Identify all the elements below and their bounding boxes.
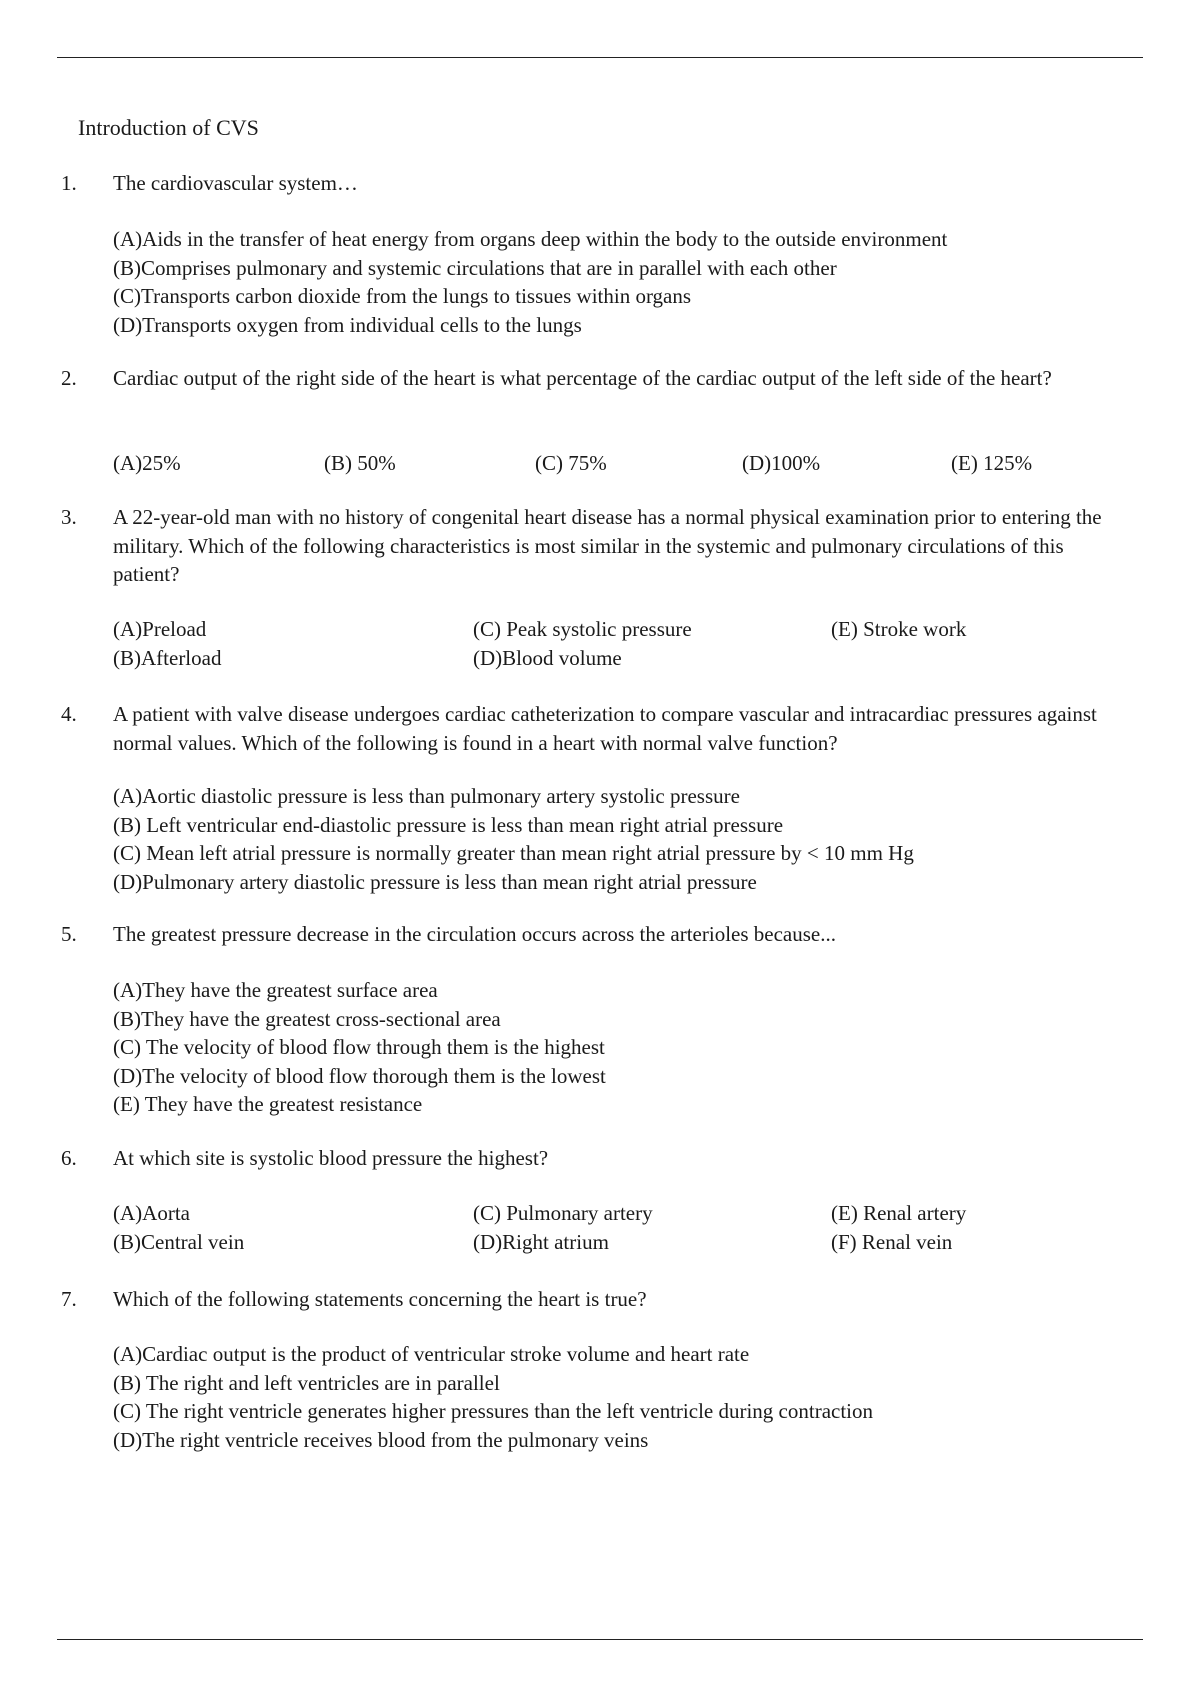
question-text: The greatest pressure decrease in the circulation occurs across the arterioles because... — [113, 922, 836, 946]
option-d[interactable]: (D)Transports oxygen from individual cells to the lungs — [113, 312, 582, 337]
option-a[interactable]: (A)Aorta — [113, 1201, 190, 1225]
question-1-options — [113, 225, 1143, 339]
question-7-options — [113, 1340, 1143, 1454]
question-text: At which site is systolic blood pressure the highest? — [113, 1146, 549, 1170]
question-2-options — [113, 449, 1143, 478]
question-number: 2. — [61, 366, 77, 390]
question-3-options — [113, 615, 1143, 672]
option-b[interactable]: (B)Comprises pulmonary and systemic circulations that are in parallel with each other — [113, 255, 837, 280]
question-6-options — [113, 1199, 1143, 1256]
option-c[interactable]: (C)Transports carbon dioxide from the lungs to tissues within organs — [113, 284, 692, 308]
option-b[interactable]: (B) Left ventricular end-diastolic pressure is less than mean right atrial pressure — [113, 812, 784, 837]
bottom-divider — [57, 1639, 1143, 1640]
option-a[interactable]: (A)Preload — [113, 617, 207, 641]
option-b[interactable]: (B)They have the greatest cross-sectional area — [113, 1006, 501, 1031]
option-a[interactable]: (A)They have the greatest surface area — [113, 978, 438, 1002]
question-text: A patient with valve disease undergoes cardiac catheterization to compare vascular and intracardiac pressures against normal values. Which of the following is found in a heart with normal valve function? — [113, 702, 1097, 755]
option-b[interactable]: (B) 50% — [324, 451, 396, 475]
option-a[interactable]: (A)Cardiac output is the product of ventricular stroke volume and heart rate — [113, 1342, 750, 1366]
option-a[interactable]: (A)25% — [113, 451, 181, 475]
option-e[interactable]: (E) Renal artery — [831, 1201, 967, 1225]
question-text: A 22-year-old man with no history of congenital heart disease has a normal physical examination prior to entering the military. Which of the following characteristics is most similar in the systemic and pulmonary circulations of this patient? — [113, 505, 1102, 586]
question-number: 3. — [61, 505, 77, 529]
question-text: The cardiovascular system… — [113, 171, 358, 195]
option-e[interactable]: (E) 125% — [951, 451, 1033, 475]
question-number: 4. — [61, 702, 77, 726]
option-d[interactable]: (D)Blood volume — [473, 645, 622, 670]
question-text: Cardiac output of the right side of the heart is what percentage of the cardiac output of the left side of the heart? — [113, 366, 1052, 390]
option-c[interactable]: (C) Pulmonary artery — [473, 1201, 653, 1225]
option-c[interactable]: (C) 75% — [535, 451, 607, 475]
option-b[interactable]: (B)Afterload — [113, 645, 222, 670]
question-number: 1. — [61, 171, 77, 195]
option-b[interactable]: (B) The right and left ventricles are in parallel — [113, 1370, 500, 1395]
question-4-options — [113, 782, 1143, 896]
question-number: 7. — [61, 1287, 77, 1311]
question-5-options — [113, 976, 1143, 1119]
top-divider — [57, 57, 1143, 58]
option-a[interactable]: (A)Aids in the transfer of heat energy from organs deep within the body to the outside environment — [113, 227, 948, 251]
option-b[interactable]: (B)Central vein — [113, 1229, 245, 1254]
option-c[interactable]: (C) The velocity of blood flow through them is the highest — [113, 1035, 605, 1059]
option-f[interactable]: (F) Renal vein — [831, 1229, 953, 1254]
question-number: 6. — [61, 1146, 77, 1170]
option-c[interactable]: (C) The right ventricle generates higher pressures than the left ventricle during contraction — [113, 1399, 874, 1423]
option-e[interactable]: (E) Stroke work — [831, 617, 967, 641]
option-a[interactable]: (A)Aortic diastolic pressure is less than pulmonary artery systolic pressure — [113, 784, 740, 808]
page-title: Introduction of CVS — [78, 115, 259, 140]
option-d[interactable]: (D)Right atrium — [473, 1229, 609, 1254]
question-text: Which of the following statements concerning the heart is true? — [113, 1287, 647, 1311]
option-d[interactable]: (D)100% — [742, 451, 821, 475]
option-d[interactable]: (D)The velocity of blood flow thorough them is the lowest — [113, 1063, 606, 1088]
option-d[interactable]: (D)Pulmonary artery diastolic pressure is less than mean right atrial pressure — [113, 869, 757, 894]
option-c[interactable]: (C) Mean left atrial pressure is normally greater than mean right atrial pressure by < 10 mm Hg — [113, 841, 914, 865]
option-c[interactable]: (C) Peak systolic pressure — [473, 617, 692, 641]
option-d[interactable]: (D)The right ventricle receives blood from the pulmonary veins — [113, 1427, 649, 1452]
question-number: 5. — [61, 922, 77, 946]
option-e[interactable]: (E) They have the greatest resistance — [113, 1092, 423, 1116]
